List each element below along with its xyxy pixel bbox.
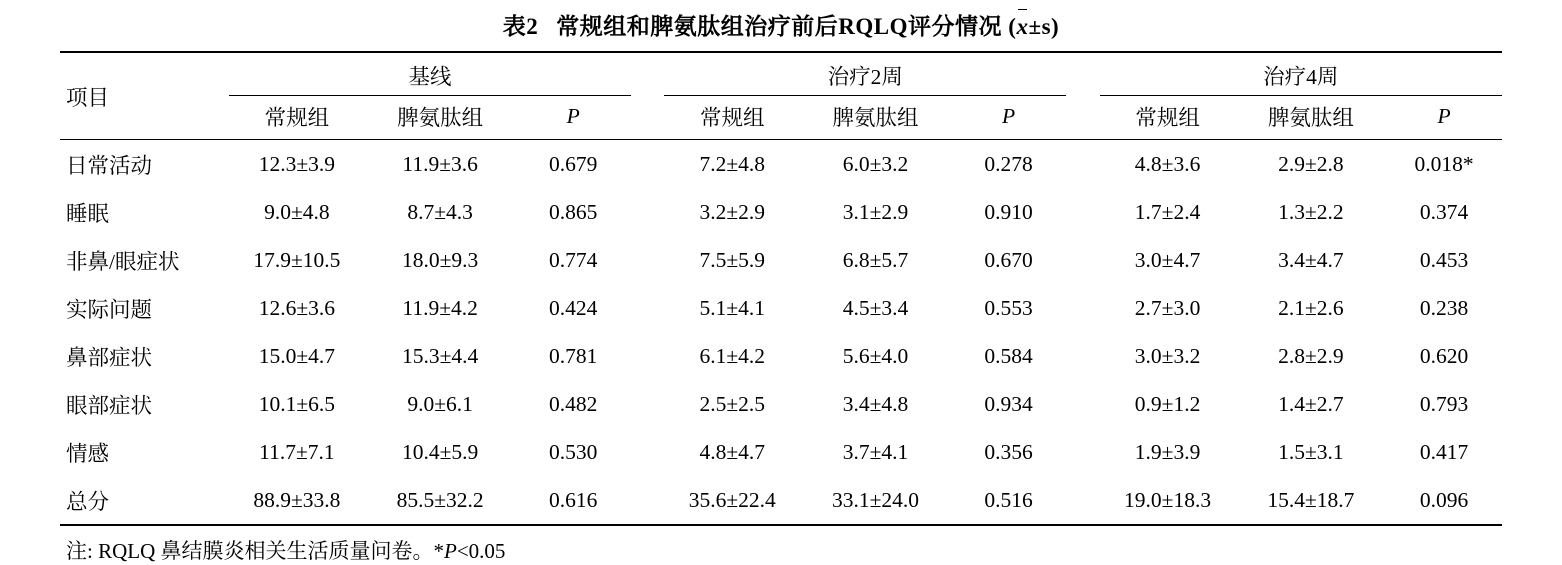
cell-value: 85.5±32.2	[365, 476, 516, 525]
cell-value: 35.6±22.4	[664, 476, 800, 525]
cell-value: 1.4±2.7	[1278, 391, 1344, 416]
cell-value: 12.6±3.6	[258, 295, 336, 320]
spacer	[1066, 428, 1099, 476]
cell-value: 0.516	[951, 476, 1067, 525]
cell-value: 3.4±4.8	[842, 391, 909, 416]
caption-paren-open: (	[1008, 14, 1017, 39]
cell-value: 6.1±4.2	[699, 343, 766, 368]
spacer	[631, 284, 664, 332]
cell-value: 5.6±4.0	[842, 343, 909, 368]
cell-value: 15.4±18.7	[1236, 476, 1387, 525]
cell-value: 2.8±2.9	[1278, 343, 1344, 368]
cell-value: 12.3±3.9	[229, 140, 365, 189]
subheader-week2-treatment: 脾氨肽组	[832, 106, 919, 130]
footnote-prefix: 注: RQLQ 鼻结膜炎相关生活质量问卷。*	[66, 539, 444, 563]
cell-value: 11.7±7.1	[259, 439, 335, 464]
cell-value: 0.530	[549, 439, 598, 464]
table-row	[60, 476, 1502, 525]
cell-value: 0.865	[549, 199, 598, 224]
row-label: 眼部症状	[66, 393, 153, 418]
cell-value: 11.9±4.2	[402, 295, 478, 320]
cell-value: 0.934	[984, 391, 1033, 416]
table-row	[60, 428, 1502, 476]
spacer	[631, 140, 664, 189]
spacer	[631, 428, 664, 476]
cell-value: 0.9±1.2	[1134, 391, 1201, 416]
cell-value: 3.7±4.1	[842, 439, 909, 464]
cell-value: 0.620	[1419, 343, 1469, 368]
cell-value: 15.3±4.4	[402, 343, 479, 368]
spacer	[1066, 140, 1099, 189]
cell-value: 10.1±6.5	[258, 391, 336, 416]
spacer	[1066, 188, 1099, 236]
cell-value: 88.9±33.8	[229, 476, 365, 525]
table-caption-text: 常规组和脾氨肽组治疗前后RQLQ评分情况	[556, 14, 1003, 39]
cell-value: 0.278	[951, 140, 1067, 189]
subheader-baseline-control: 常规组	[264, 106, 330, 130]
row-label: 鼻部症状	[66, 345, 153, 370]
row-label: 日常活动	[60, 140, 229, 189]
spacer	[631, 236, 664, 284]
cell-value: 0.417	[1419, 439, 1469, 464]
cell-value: 4.5±3.4	[842, 295, 909, 320]
cell-value: 0.910	[984, 199, 1033, 224]
header-group-week2: 治疗2周	[664, 52, 1066, 96]
table-row	[60, 284, 1502, 332]
cell-value: 0.670	[984, 247, 1033, 272]
cell-value: 17.9±10.5	[253, 247, 341, 272]
table-row	[60, 236, 1502, 284]
header-sub-row	[60, 96, 1502, 140]
cell-value: 4.8±4.7	[699, 439, 766, 464]
cell-value: 33.1±24.0	[800, 476, 951, 525]
spacer	[1066, 236, 1099, 284]
header-group-baseline: 基线	[229, 52, 631, 96]
spacer-4	[1066, 96, 1099, 140]
cell-value: 6.8±5.7	[842, 247, 909, 272]
row-label: 睡眠	[66, 201, 110, 226]
cell-value: 1.3±2.2	[1278, 199, 1344, 224]
table-number: 表2	[502, 14, 539, 39]
cell-value: 9.0±6.1	[407, 391, 473, 416]
x-bar-symbol: x	[1016, 14, 1028, 40]
subheader-baseline-treatment: 脾氨肽组	[397, 106, 484, 130]
cell-value: 3.0±4.7	[1134, 247, 1201, 272]
table-caption	[60, 0, 1502, 51]
header-group-row	[60, 52, 1502, 96]
cell-value: 0.616	[515, 476, 631, 525]
row-label: 情感	[66, 441, 110, 466]
caption-paren-close: )	[1051, 14, 1060, 39]
spacer	[1066, 332, 1099, 380]
spacer-2	[1066, 52, 1099, 96]
row-label: 实际问题	[66, 297, 153, 322]
table-row	[60, 188, 1502, 236]
subheader-week2-control: 常规组	[699, 106, 765, 130]
cell-value: 3.4±4.7	[1278, 247, 1344, 272]
cell-value: 0.679	[515, 140, 631, 189]
subheader-week2-p: P	[1002, 104, 1016, 128]
subheader-week4-control: 常规组	[1135, 106, 1200, 130]
table-row	[60, 380, 1502, 428]
cell-value: 2.1±2.6	[1278, 295, 1344, 320]
spacer	[631, 476, 664, 525]
cell-value: 8.7±4.3	[407, 199, 473, 224]
cell-value: 0.374	[1419, 199, 1469, 224]
table-row	[60, 332, 1502, 380]
cell-value: 1.9±3.9	[1134, 439, 1201, 464]
subheader-week4-p: P	[1437, 104, 1451, 128]
cell-value: 1.5±3.1	[1278, 439, 1344, 464]
spacer	[631, 332, 664, 380]
cell-value: 2.7±3.0	[1134, 295, 1201, 320]
header-group-week4: 治疗4周	[1100, 52, 1502, 96]
spacer	[631, 188, 664, 236]
cell-value: 7.5±5.9	[699, 247, 766, 272]
footnote-p-italic: P	[444, 539, 457, 563]
subheader-week4-treatment: 脾氨肽组	[1267, 106, 1354, 130]
spacer	[1066, 380, 1099, 428]
spacer	[1066, 476, 1099, 525]
row-label: 总分	[60, 476, 229, 525]
cell-value: 0.584	[984, 343, 1033, 368]
cell-value: 19.0±18.3	[1100, 476, 1236, 525]
rqlq-score-table	[60, 51, 1502, 526]
cell-value: 10.4±5.9	[402, 439, 479, 464]
table-row	[60, 140, 1502, 189]
caption-pm-s: ±s	[1028, 14, 1052, 39]
cell-value: 0.781	[549, 343, 598, 368]
cell-value: 4.8±3.6	[1100, 140, 1236, 189]
header-item-label: 项目	[60, 52, 229, 140]
cell-value: 0.553	[984, 295, 1033, 320]
cell-value: 9.0±4.8	[264, 199, 330, 224]
cell-value: 3.0±3.2	[1134, 343, 1201, 368]
cell-value: 15.0±4.7	[258, 343, 336, 368]
cell-value: 0.424	[549, 295, 598, 320]
cell-value: 0.238	[1419, 295, 1469, 320]
cell-value: 0.774	[549, 247, 598, 272]
cell-value: 0.096	[1386, 476, 1502, 525]
cell-value: 0.018*	[1386, 140, 1502, 189]
cell-value: 3.1±2.9	[842, 199, 909, 224]
cell-value: 2.9±2.8	[1236, 140, 1387, 189]
cell-value: 0.356	[984, 439, 1033, 464]
cell-value: 5.1±4.1	[699, 295, 766, 320]
spacer-3	[631, 96, 664, 140]
subheader-baseline-p: P	[566, 104, 580, 128]
cell-value: 2.5±2.5	[699, 391, 766, 416]
caption-statistic	[1002, 14, 1059, 39]
cell-value: 3.2±2.9	[699, 199, 766, 224]
cell-value: 0.453	[1419, 247, 1469, 272]
cell-value: 18.0±9.3	[402, 247, 479, 272]
row-label: 非鼻/眼症状	[66, 249, 180, 274]
table-footnote	[60, 526, 1502, 565]
cell-value: 1.7±2.4	[1134, 199, 1201, 224]
cell-value: 6.0±3.2	[800, 140, 951, 189]
cell-value: 7.2±4.8	[664, 140, 800, 189]
spacer	[1066, 284, 1099, 332]
cell-value: 11.9±3.6	[365, 140, 516, 189]
footnote-suffix: <0.05	[456, 539, 506, 563]
cell-value: 0.482	[549, 391, 598, 416]
spacer-1	[631, 52, 664, 96]
spacer	[631, 380, 664, 428]
cell-value: 0.793	[1419, 391, 1469, 416]
